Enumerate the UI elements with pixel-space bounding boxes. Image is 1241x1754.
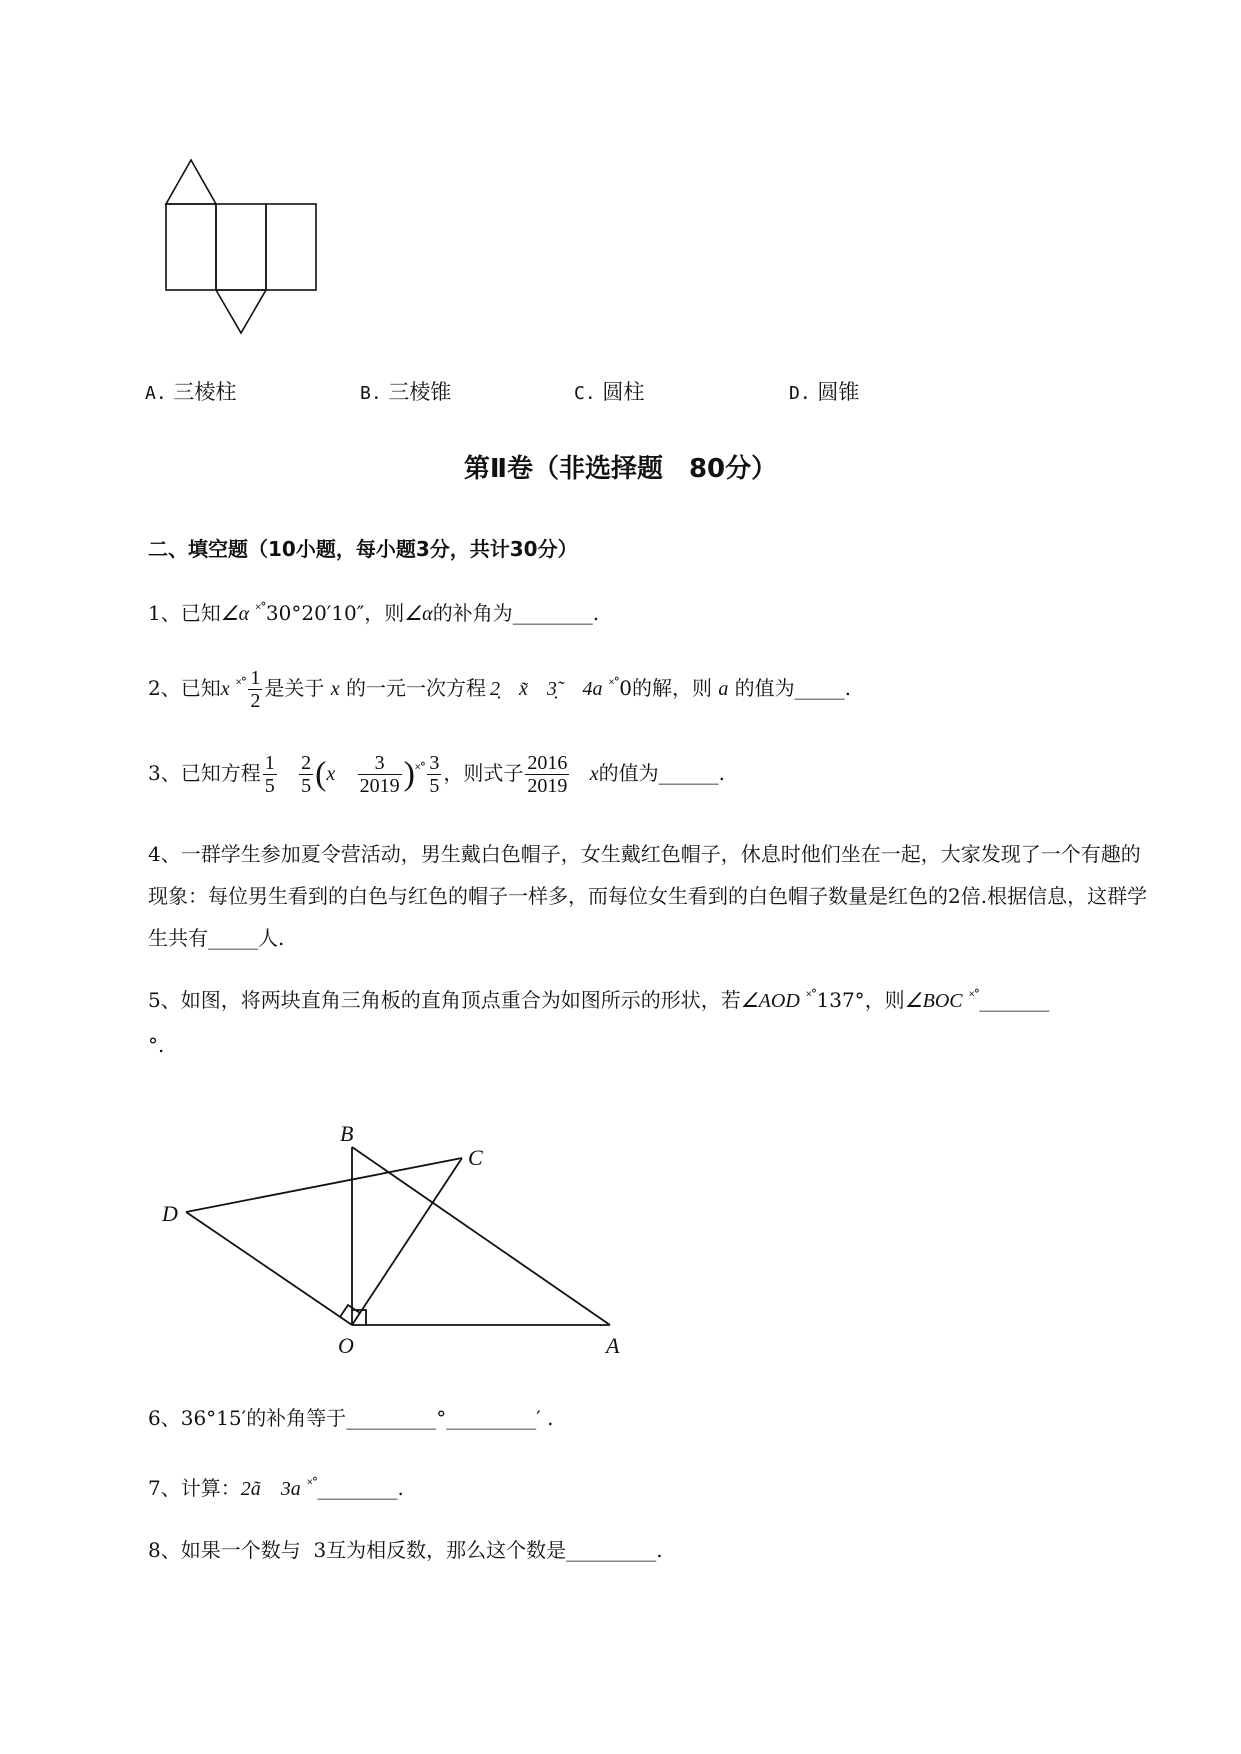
q3-f5-num: 2016 (527, 752, 568, 774)
q8-value: 3 (313, 1538, 327, 1562)
option-c-text: 圆柱 (602, 380, 645, 404)
q3-f1-den: 5 (264, 775, 275, 797)
net-face-1 (166, 204, 216, 290)
q3-pre: 已知方程 (180, 761, 261, 785)
q6-minute-sign: ′ (536, 1406, 541, 1430)
q3-answer-blank[interactable]: ______ (658, 761, 719, 785)
q5-angle-aod: ∠AOD (740, 990, 800, 1012)
q5-answer-blank[interactable]: _______ (979, 988, 1050, 1012)
q3-mid: ，则式子 (443, 761, 524, 785)
question-6 (148, 1398, 553, 1438)
q1-glyph: ˟˚ (255, 602, 266, 618)
q6-minute-blank[interactable]: _________ (446, 1406, 537, 1430)
q3-fraction-4 (427, 752, 441, 797)
label-D: D (162, 1201, 178, 1226)
q2-frac-num: 1 (250, 667, 261, 689)
net-face-2 (216, 204, 266, 290)
right-angle-mark-doc (340, 1305, 360, 1317)
q7-pre: 计算： (180, 1476, 241, 1500)
q1-number: 1、 (148, 601, 181, 625)
q8-end: . (656, 1538, 663, 1562)
q3-number: 3、 (148, 761, 181, 785)
q3-f1-num: 1 (264, 752, 275, 774)
q6-number: 6、 (148, 1406, 181, 1430)
q6-end: . (547, 1406, 554, 1430)
q2-end: . (844, 676, 852, 700)
q3-x2: x (589, 763, 599, 785)
q3-f3-den: 2019 (359, 775, 400, 797)
q1-value: 30°20′10″ (265, 601, 365, 625)
q7-number: 7、 (148, 1476, 181, 1500)
q2-glyph-2: ˟˚ (608, 677, 620, 693)
q5-angle-boc: ∠BOC (904, 990, 963, 1012)
question-4: 4、一群学生参加夏令营活动，男生戴白色帽子，女生戴红色帽子，休息时他们坐在一起，大家发现了一个有趣的现象：每位男生看到的白色与红色的帽子一样多，而每位女生看到的白色帽子数量是红色的2倍.根据信息，这群学生共有_____人. (148, 842, 1148, 950)
q6-degree-blank[interactable]: _________ (346, 1406, 437, 1430)
q7-expression: 2ã 3a (240, 1478, 301, 1500)
option-d (789, 376, 859, 406)
q3-x: x (326, 763, 336, 785)
q3-glyph: ˟˚ (415, 762, 426, 778)
q5-pre: 5、如图，将两块直角三角板的直角顶点重合为如图所示的形状，若 (148, 988, 741, 1012)
option-a-text: 三棱柱 (173, 380, 237, 404)
q7-end: . (397, 1476, 404, 1500)
q1-mid: ，则 (364, 601, 405, 625)
part-heading: 二、填空题（10小题，每小题3分，共计30分） (148, 537, 578, 561)
q3-fraction-5 (525, 752, 569, 797)
option-b (360, 376, 451, 406)
section-title: 第Ⅱ卷（非选择题 80分） (463, 454, 778, 484)
q1-pre: 已知 (180, 601, 221, 625)
q1-post: 的补角为 (432, 601, 513, 625)
q5-mid: ，则 (864, 988, 905, 1012)
set-squares-figure (150, 1105, 650, 1365)
q2-number: 2、 (148, 676, 181, 700)
q2-a: a (718, 678, 729, 700)
q7-glyph: ˟˚ (307, 1477, 318, 1493)
option-c-letter: C. (574, 383, 596, 404)
q8-pre: 如果一个数与 (180, 1538, 301, 1562)
q2-mid1: 是关于 (264, 676, 325, 700)
q7-answer-blank[interactable]: ________ (317, 1476, 398, 1500)
q3-fraction-2 (299, 752, 313, 797)
question-1 (148, 590, 599, 634)
q2-post: 的值为 (734, 676, 795, 700)
q2-frac-den: 2 (250, 690, 261, 712)
q5-value: 137° (816, 988, 865, 1012)
segment-OD (186, 1212, 352, 1325)
q3-left-paren: ( (315, 755, 327, 793)
prism-net-figure (150, 150, 330, 340)
question-5 (148, 975, 1148, 1067)
q8-number: 8、 (148, 1538, 181, 1562)
q1-end: . (592, 601, 600, 625)
option-c (574, 376, 644, 406)
option-b-letter: B. (360, 383, 382, 404)
label-A: A (606, 1333, 620, 1358)
q3-end: . (718, 761, 725, 785)
q2-zero: 0 (619, 676, 632, 700)
question-2 (148, 665, 851, 712)
label-C: C (468, 1145, 483, 1170)
q5-end: °. (148, 1033, 165, 1057)
q5-glyph-2: ˟˚ (968, 989, 980, 1005)
q2-x: x (220, 678, 230, 700)
q1-angle: ∠α (220, 603, 250, 625)
option-d-text: 圆锥 (817, 380, 860, 404)
segment-DC (186, 1158, 462, 1212)
q1-angle-2: ∠α (404, 603, 433, 625)
q2-fraction (248, 667, 262, 712)
q6-degree-sign: ° (436, 1406, 447, 1430)
q3-f3-num: 3 (358, 752, 402, 775)
label-B: B (340, 1121, 354, 1146)
option-d-letter: D. (789, 383, 811, 404)
q6-value: 36°15′ (180, 1406, 247, 1430)
q2-x2: x (330, 678, 340, 700)
q3-right-paren: ) (403, 755, 415, 793)
q3-fraction-3 (358, 752, 402, 797)
q2-equation: 2̣ x̃ 3̣˜ 4a (489, 678, 603, 700)
q2-mid2: 的一元一次方程 (345, 676, 486, 700)
net-face-3 (266, 204, 316, 290)
net-top-triangle (166, 160, 216, 204)
q3-f5-den: 2019 (527, 775, 568, 797)
q3-fraction-1 (263, 752, 277, 797)
option-a-letter: A. (145, 383, 167, 404)
q3-f4-num: 3 (429, 752, 440, 774)
question-3 (148, 750, 725, 797)
q3-f4-den: 5 (429, 775, 440, 797)
option-b-text: 三棱锥 (388, 380, 452, 404)
q2-mid3: 的解，则 (631, 676, 712, 700)
q1-answer-blank[interactable]: ________ (512, 601, 593, 625)
q8-post: 互为相反数，那么这个数是 (326, 1538, 567, 1562)
q3-f2-den: 5 (301, 775, 312, 797)
q3-post: 的值为 (598, 761, 659, 785)
q2-glyph-1: ˟˚ (235, 677, 247, 693)
option-a (145, 376, 236, 406)
q2-pre: 已知 (180, 676, 221, 700)
net-bottom-triangle (216, 290, 266, 333)
q3-f2-num: 2 (301, 752, 312, 774)
segment-OC (352, 1158, 462, 1325)
q6-post: 的补角等于 (246, 1406, 347, 1430)
question-7 (148, 1465, 404, 1509)
q2-answer-blank[interactable]: _____ (794, 676, 845, 700)
question-8 (148, 1530, 663, 1570)
q5-glyph-1: ˟˚ (806, 989, 817, 1005)
q8-answer-blank[interactable]: _________ (566, 1538, 657, 1562)
segment-BA (352, 1147, 610, 1325)
label-O: O (338, 1333, 354, 1358)
